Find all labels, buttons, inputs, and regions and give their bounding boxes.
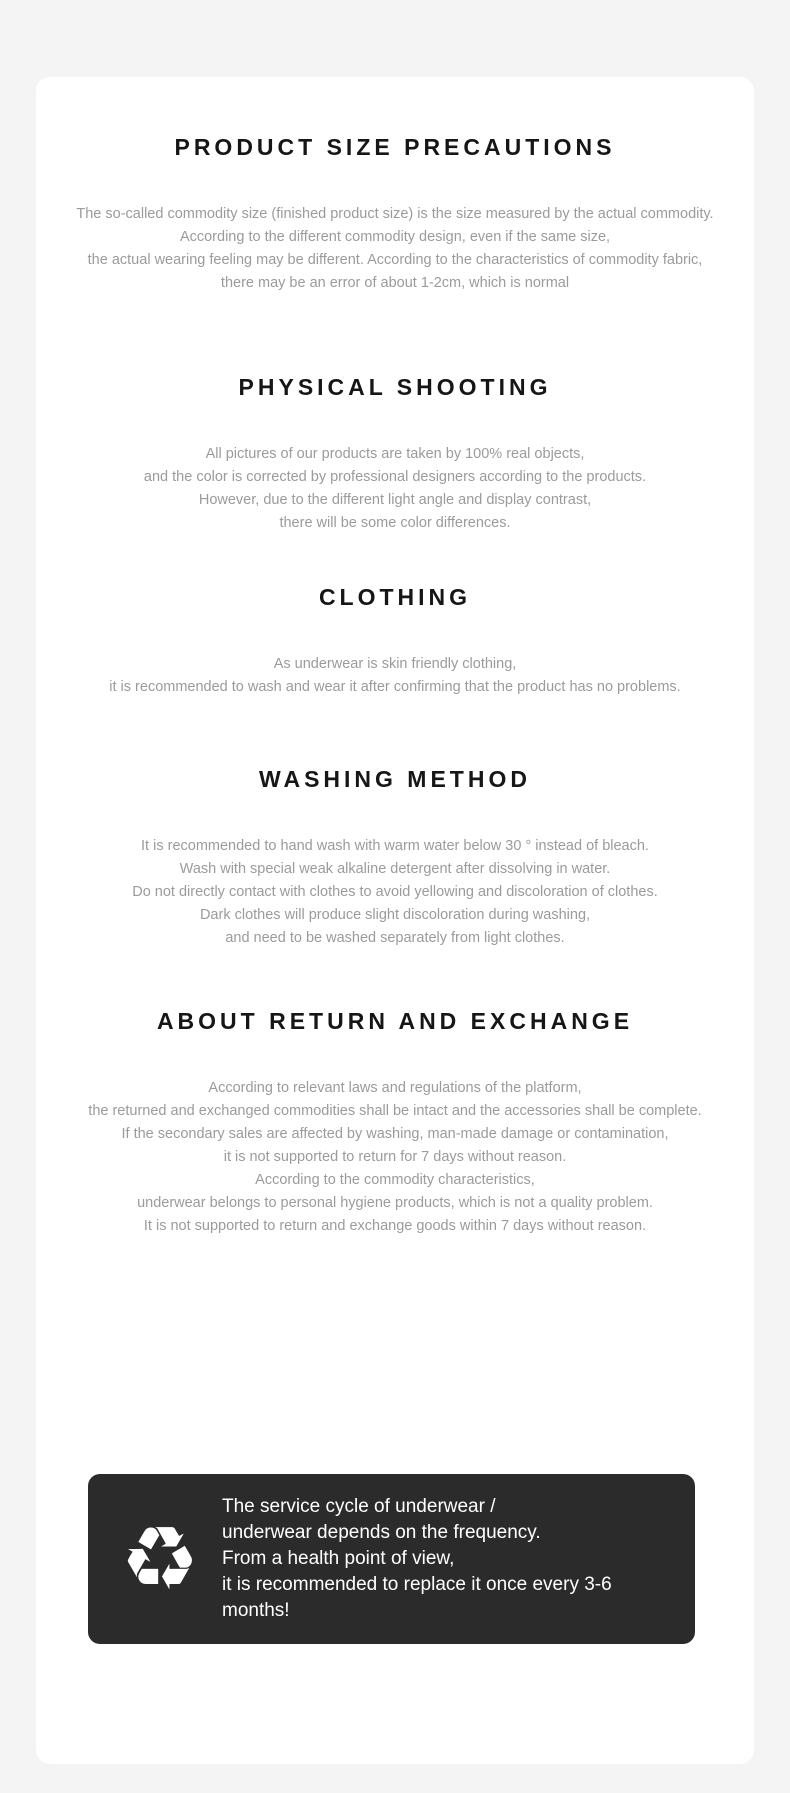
text-line: Wash with special weak alkaline detergent after dissolving in water. bbox=[179, 861, 611, 877]
section-washing-method bbox=[64, 765, 726, 950]
replacement-notice-box bbox=[88, 1474, 695, 1644]
text-line: it is recommended to wash and wear it after confirming that the product has no problems. bbox=[109, 679, 681, 695]
product-info-card bbox=[36, 77, 754, 1764]
text-line: The service cycle of underwear / bbox=[222, 1496, 496, 1517]
section-paragraph-return-and-exchange bbox=[64, 1077, 726, 1238]
text-line: it is not supported to return for 7 days without reason. bbox=[223, 1149, 567, 1165]
text-line: it is recommended to replace it once every 3-6 months! bbox=[222, 1574, 612, 1621]
text-line: there may be an error of about 1-2cm, which is normal bbox=[220, 275, 570, 291]
replacement-notice-text bbox=[222, 1494, 665, 1624]
text-line: All pictures of our products are taken by 100% real objects, bbox=[205, 446, 585, 462]
section-paragraph-washing-method bbox=[64, 835, 726, 950]
text-line: According to the commodity characteristics, bbox=[255, 1172, 535, 1188]
text-line: If the secondary sales are affected by washing, man-made damage or contamination, bbox=[121, 1126, 669, 1142]
section-title-product-size: PRODUCT SIZE PRECAUTIONS bbox=[174, 134, 616, 160]
section-paragraph-physical-shooting bbox=[64, 443, 726, 535]
section-title-return-and-exchange: ABOUT RETURN AND EXCHANGE bbox=[156, 1008, 634, 1034]
text-line: According to relevant laws and regulations of the platform, bbox=[208, 1080, 582, 1096]
text-line: the actual wearing feeling may be different. According to the characteristics of commodity fabric, bbox=[87, 252, 703, 268]
text-line: underwear belongs to personal hygiene products, which is not a quality problem. bbox=[137, 1195, 653, 1211]
text-line: However, due to the different light angle and display contrast, bbox=[198, 492, 592, 508]
text-line: Do not directly contact with clothes to avoid yellowing and discoloration of clothes. bbox=[132, 884, 658, 900]
text-line: According to the different commodity design, even if the same size, bbox=[179, 229, 611, 245]
section-return-and-exchange bbox=[64, 1007, 726, 1238]
text-line: It is recommended to hand wash with warm water below 30 ° instead of bleach. bbox=[141, 838, 649, 854]
recycle-icon: ♻ bbox=[120, 1507, 200, 1610]
section-paragraph-product-size bbox=[64, 203, 726, 295]
section-physical-shooting bbox=[64, 373, 726, 535]
text-line: and the color is corrected by professional designers according to the products. bbox=[143, 469, 647, 485]
text-line: and need to be washed separately from light clothes. bbox=[225, 930, 565, 946]
text-line: As underwear is skin friendly clothing, bbox=[273, 656, 517, 672]
text-line: The so-called commodity size (finished product size) is the size measured by the actual commodity. bbox=[76, 206, 714, 222]
section-clothing bbox=[64, 583, 726, 699]
section-product-size-precautions bbox=[64, 133, 726, 295]
text-line: the returned and exchanged commodities shall be intact and the accessories shall be complete. bbox=[88, 1103, 702, 1119]
text-line: Dark clothes will produce slight discoloration during washing, bbox=[199, 907, 591, 923]
section-title-washing-method: WASHING METHOD bbox=[259, 766, 531, 792]
text-line: underwear depends on the frequency. bbox=[222, 1522, 541, 1543]
text-line: It is not supported to return and exchange goods within 7 days without reason. bbox=[143, 1218, 647, 1234]
section-title-clothing: CLOTHING bbox=[318, 584, 472, 610]
section-title-physical-shooting: PHYSICAL SHOOTING bbox=[238, 374, 552, 400]
text-line: there will be some color differences. bbox=[279, 515, 511, 531]
text-line: From a health point of view, bbox=[222, 1548, 455, 1569]
section-paragraph-clothing bbox=[64, 653, 726, 699]
